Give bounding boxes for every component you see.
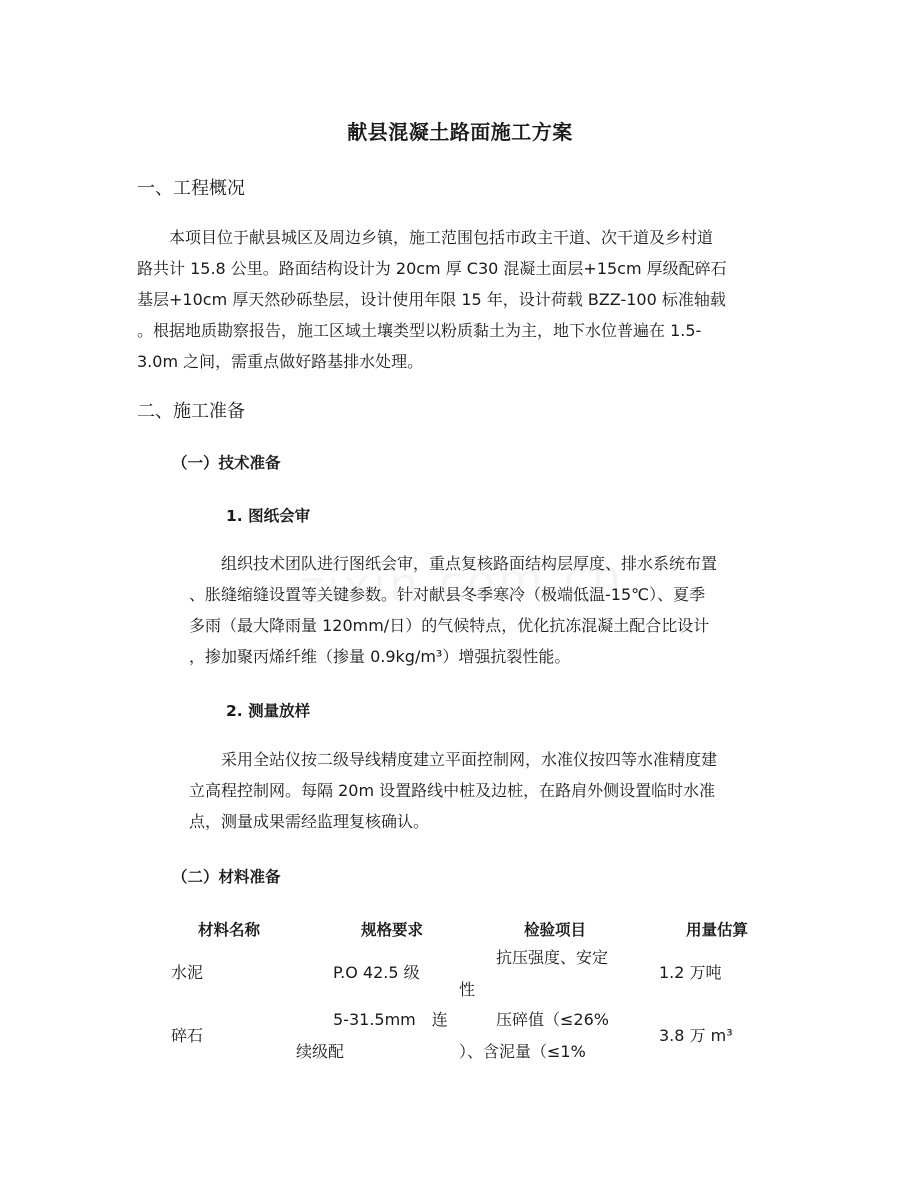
paragraph-line: 本项目位于献县城区及周边乡镇，施工范围包括市政主干道、次干道及乡村道 (169, 228, 714, 247)
table-cell-amount: 1.2 万吨 (659, 963, 722, 982)
item-heading-drawing-review: 1. 图纸会审 (226, 507, 311, 525)
table-cell-test-cont: 性 (459, 980, 476, 999)
paragraph-line: 。根据地质勘察报告，施工区域土壤类型以粉质黏土为主，地下水位普遍在 1.5- (137, 321, 702, 340)
section-heading-preparation: 二、施工准备 (137, 401, 245, 422)
table-header-cell: 检验项目 (524, 921, 587, 939)
document-title: 献县混凝土路面施工方案 (347, 120, 573, 144)
paragraph-line: 多雨（最大降雨量 120mm/日）的气候特点，优化抗冻混凝土配合比设计 (189, 616, 710, 635)
table-cell-amount: 3.8 万 m³ (659, 1026, 733, 1045)
table-header-cell: 规格要求 (361, 921, 424, 939)
drawing-review-paragraph (189, 548, 785, 672)
paragraph-line: ，掺加聚丙烯纤维（掺量 0.9kg/m³）增强抗裂性能。 (189, 647, 571, 666)
table-cell-spec: 5-31.5mm 连 (333, 1010, 448, 1029)
item-heading-survey: 2. 测量放样 (226, 702, 311, 720)
section-heading-overview: 一、工程概况 (137, 178, 245, 199)
paragraph-line: 、胀缝缩缝设置等关键参数。针对献县冬季寒冷（极端低温-15℃）、夏季 (189, 585, 706, 604)
table-header-cell: 用量估算 (686, 921, 749, 939)
table-cell-test: 压碎值（≤26% (496, 1010, 609, 1029)
table-cell-test-cont: ）、含泥量（≤1% (459, 1042, 586, 1061)
paragraph-line: 3.0m 之间，需重点做好路基排水处理。 (137, 352, 424, 371)
table-cell-name: 碎石 (171, 1026, 204, 1045)
paragraph-line: 采用全站仪按二级导线精度建立平面控制网，水准仪按四等水准精度建 (221, 750, 718, 769)
table-cell-spec: P.O 42.5 级 (333, 963, 420, 982)
table-cell-spec-cont: 续级配 (296, 1042, 345, 1061)
paragraph-line: 点，测量成果需经监理复核确认。 (189, 812, 430, 831)
overview-paragraph (137, 222, 785, 377)
table-cell-name: 水泥 (171, 963, 204, 982)
table-header-cell: 材料名称 (198, 921, 261, 939)
paragraph-line: 基层+10cm 厚天然砂砾垫层，设计使用年限 15 年，设计荷载 BZZ-100 标准轴载 (137, 290, 726, 309)
paragraph-line: 路共计 15.8 公里。路面结构设计为 20cm 厚 C30 混凝土面层+15cm 厚级配碎石 (137, 259, 727, 278)
survey-paragraph (189, 744, 785, 837)
table-cell-test: 抗压强度、安定 (496, 948, 609, 967)
paragraph-line: 立高程控制网。每隔 20m 设置路线中桩及边桩，在路肩外侧设置临时水准 (189, 781, 716, 800)
paragraph-line: 组织技术团队进行图纸会审，重点复核路面结构层厚度、排水系统布置 (221, 554, 718, 573)
subsection-heading-technical: （一）技术准备 (172, 454, 281, 472)
subsection-heading-materials: （二）材料准备 (172, 868, 281, 886)
